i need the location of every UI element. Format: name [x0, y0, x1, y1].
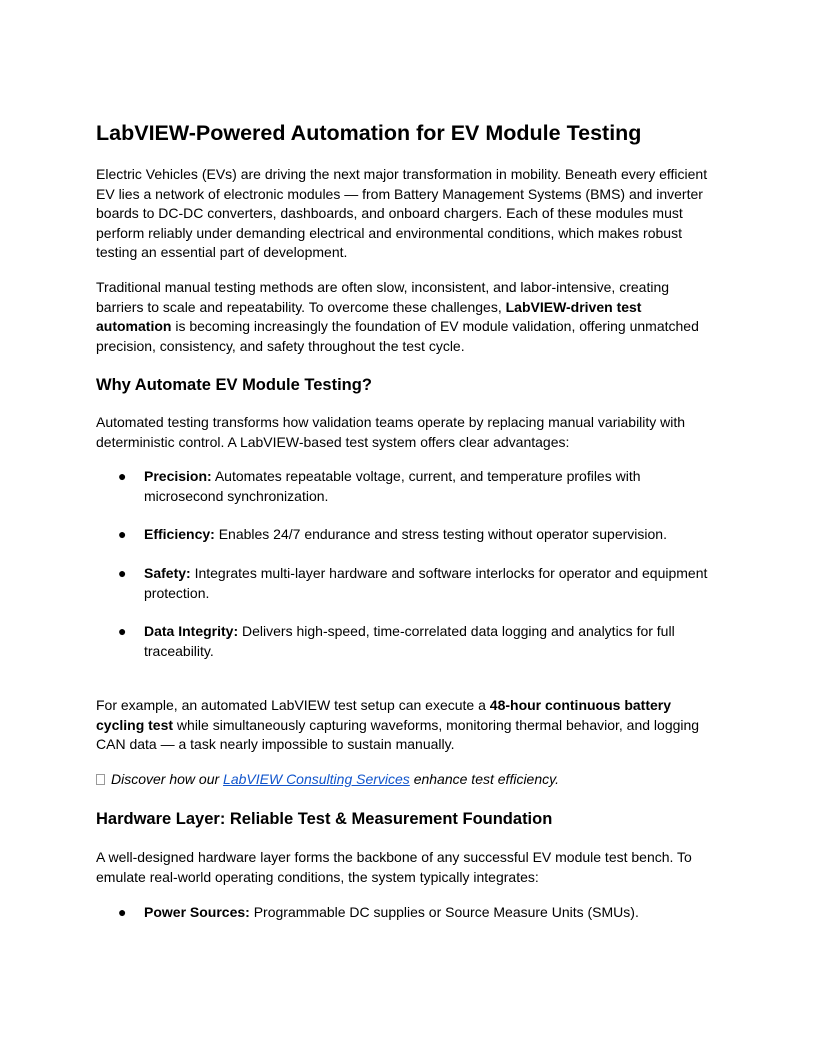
- intro-p2-post: is becoming increasingly the foundation of EV module validation, offering unmatched precision, consistency, and safety throughout the test cycle.: [96, 318, 699, 354]
- cta-post: enhance test efficiency.: [409, 771, 559, 787]
- bullet-icon: ●: [118, 623, 127, 639]
- intro-p2-pre: Traditional manual testing methods are often slow, inconsistent, and labor-intensive, creating barriers to scale and repeatability. To overcome these challenges,: [96, 279, 670, 315]
- bullet-text: Automates repeatable voltage, current, and temperature profiles with microsecond synchronization.: [144, 468, 641, 504]
- hardware-intro: A well-designed hardware layer forms the backbone of any successful EV module test bench. To emulate real-world operating conditions, the system typically integrates:: [96, 849, 692, 885]
- list-item: [118, 622, 718, 661]
- list-item: [118, 903, 718, 923]
- bullet-icon: ●: [118, 904, 127, 920]
- bullet-text: Integrates multi-layer hardware and software interlocks for operator and equipment protection.: [144, 565, 708, 601]
- bullet-label: Safety:: [144, 565, 191, 581]
- intro-paragraph-2: [96, 278, 720, 356]
- bullet-label: Data Integrity:: [144, 623, 239, 639]
- list-item: [118, 525, 718, 545]
- page-title: LabVIEW-Powered Automation for EV Module Testing: [96, 121, 642, 145]
- intro-paragraph-1: Electric Vehicles (EVs) are driving the next major transformation in mobility. Beneath every efficient EV lies a network of electronic modules — from Battery Management Systems (BMS) and inverter boards to DC-DC converters, dashboards, and onboard chargers. Each of these modules must perform reliably under demanding electrical and environmental conditions, which makes robust testing an essential part of development.: [96, 166, 708, 260]
- bullet-label: Efficiency:: [144, 526, 215, 542]
- why-intro: Automated testing transforms how validation teams operate by replacing manual variability with deterministic control. A LabVIEW-based test system offers clear advantages:: [96, 414, 686, 450]
- cta-paragraph: [96, 770, 720, 790]
- bullet-icon: ●: [118, 565, 127, 581]
- example-post: while simultaneously capturing waveforms, monitoring thermal behavior, and logging CAN data — a task nearly impossible to sustain manually.: [96, 716, 700, 752]
- bullet-label: Power Sources:: [144, 904, 250, 920]
- bullet-text: Enables 24/7 endurance and stress testing without operator supervision.: [214, 526, 667, 542]
- bullet-text: Programmable DC supplies or Source Measure Units (SMUs).: [249, 904, 639, 920]
- bullet-text: Delivers high-speed, time-correlated data logging and analytics for full traceability.: [144, 623, 675, 659]
- bullet-icon: ●: [118, 526, 127, 542]
- section-heading-why: Why Automate EV Module Testing?: [96, 376, 372, 394]
- example-paragraph: [96, 696, 720, 755]
- example-bold: 48-hour continuous battery cycling test: [96, 697, 672, 733]
- list-item: [118, 564, 718, 603]
- bullet-icon: ●: [118, 468, 127, 484]
- list-item: [118, 467, 718, 506]
- section-heading-hardware: Hardware Layer: Reliable Test & Measurement Foundation: [96, 810, 553, 828]
- consulting-services-link[interactable]: LabVIEW Consulting Services: [223, 771, 410, 787]
- missing-glyph-icon: [96, 774, 105, 785]
- example-pre: For example, an automated LabVIEW test setup can execute a: [96, 697, 490, 713]
- bullet-label: Precision:: [144, 468, 212, 484]
- cta-pre: Discover how our: [111, 771, 224, 787]
- intro-p2-bold: LabVIEW-driven test automation: [96, 298, 642, 334]
